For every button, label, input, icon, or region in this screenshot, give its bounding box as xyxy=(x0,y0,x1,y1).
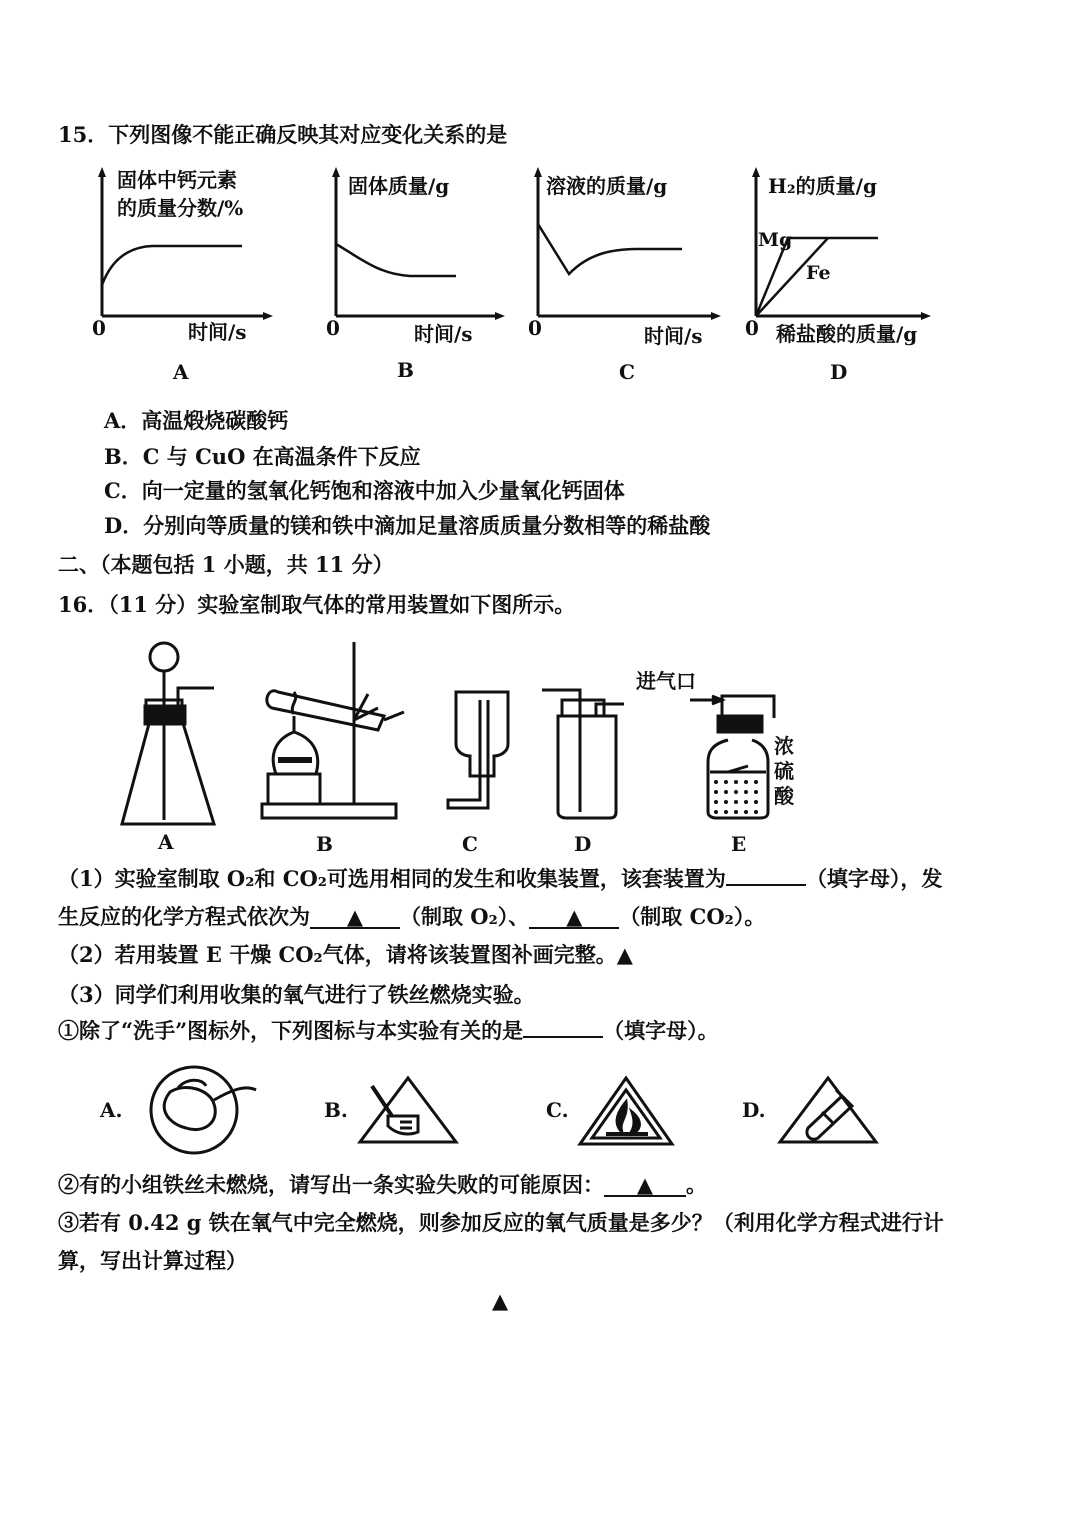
icon-a-letter: A. xyxy=(100,1098,123,1122)
part-1-text-b: （填字母），发 xyxy=(805,866,943,891)
answer-blank-co2-equation[interactable]: ▲ xyxy=(529,906,619,929)
graph-d-xlabel: 稀盐酸的质量/g xyxy=(776,322,918,346)
part-1-text-e: （制取 CO₂）。 xyxy=(619,904,766,929)
question-16-title: 16．（11 分）实验室制取气体的常用装置如下图所示。 xyxy=(58,592,576,617)
apparatus-e-acid-label-3: 酸 xyxy=(774,784,794,808)
section-2-heading: 二、（本题包括 1 小题，共 11 分） xyxy=(58,552,394,577)
part-1-text-a: （1）实验室制取 O₂和 CO₂可选用相同的发生和收集装置，该套装置为 xyxy=(58,866,726,891)
icon-d-letter: D. xyxy=(742,1098,766,1122)
graph-a-ylabel-line2: 的质量分数/% xyxy=(117,196,244,220)
graph-d-fe-label: Fe xyxy=(806,262,831,284)
graph-c-ylabel: 溶液的质量/g xyxy=(546,174,668,198)
option-d: D．分别向等质量的镁和铁中滴加足量溶质质量分数相等的稀盐酸 xyxy=(104,513,711,538)
apparatus-e-letter: E xyxy=(731,832,747,856)
graph-a-xlabel: 时间/s xyxy=(188,320,247,344)
part-3-line: （3）同学们利用收集的氧气进行了铁丝燃烧实验。 xyxy=(58,982,535,1007)
icon-b-letter: B. xyxy=(324,1098,348,1122)
apparatus-a-letter: A xyxy=(158,830,174,854)
icon-c-letter: C. xyxy=(546,1098,569,1122)
answer-marker-calculation[interactable]: ▲ xyxy=(492,1288,509,1313)
sub-question-2-text-a: ②有的小组铁丝未燃烧，请写出一条实验失败的可能原因： xyxy=(58,1172,604,1197)
part-1-text-d: （制取 O₂）、 xyxy=(400,904,530,929)
sub-question-3-line-2: 算，写出计算过程） xyxy=(58,1248,247,1273)
graph-c-letter: C xyxy=(619,360,635,384)
part-1-text-c: 生反应的化学方程式依次为 xyxy=(58,904,310,929)
graph-c-origin: 0 xyxy=(528,316,542,340)
apparatus-e-acid-label-1: 浓 xyxy=(774,734,794,758)
option-c: C．向一定量的氢氧化钙饱和溶液中加入少量氧化钙固体 xyxy=(104,478,625,503)
graph-b-xlabel: 时间/s xyxy=(414,322,473,346)
answer-blank-failure-reason[interactable]: ▲ xyxy=(604,1174,686,1197)
answer-marker-drawing[interactable]: ▲ xyxy=(616,942,633,967)
graph-d-letter: D xyxy=(830,360,848,384)
graph-b-origin: 0 xyxy=(326,316,340,340)
graph-d-ylabel: H₂的质量/g xyxy=(768,174,877,198)
apparatus-d-letter: D xyxy=(574,832,592,856)
apparatus-e-inlet-label: 进气口 xyxy=(636,669,696,693)
apparatus-e-acid-label-2: 硫 xyxy=(774,759,794,783)
graph-d-mg-label: Mg xyxy=(758,229,793,251)
sub-question-1-text-b: （填字母）。 xyxy=(603,1018,719,1043)
graph-a-ylabel-line1: 固体中钙元素 xyxy=(117,168,237,192)
sub-question-1-text-a: ①除了“洗手”图标外，下列图标与本实验有关的是 xyxy=(58,1018,524,1043)
answer-blank-o2-equation[interactable]: ▲ xyxy=(310,906,400,929)
graph-b-ylabel: 固体质量/g xyxy=(348,174,450,198)
part-2-text: （2）若用装置 E 干燥 CO₂气体，请将该装置图补画完整。 xyxy=(58,942,617,967)
sub-question-2-text-b: 。 xyxy=(686,1172,707,1197)
apparatus-c-letter: C xyxy=(462,832,478,856)
graph-c-xlabel: 时间/s xyxy=(644,324,703,348)
apparatus-b-letter: B xyxy=(316,832,333,856)
sub-question-2-line xyxy=(58,1174,707,1197)
option-a: A．高温煅烧碳酸钙 xyxy=(104,408,289,433)
sub-question-3-line-1: ③若有 0.42 g 铁在氧气中完全燃烧，则参加反应的氧气质量是多少？（利用化学方程式进行计 xyxy=(58,1210,944,1235)
graph-a-origin: 0 xyxy=(92,316,106,340)
graph-d-origin: 0 xyxy=(745,316,759,340)
graph-b-letter: B xyxy=(397,358,414,382)
question-15-title: 15．下列图像不能正确反映其对应变化关系的是 xyxy=(58,122,508,147)
option-b: B．C 与 CuO 在高温条件下反应 xyxy=(104,444,421,469)
graph-a-letter: A xyxy=(173,360,189,384)
